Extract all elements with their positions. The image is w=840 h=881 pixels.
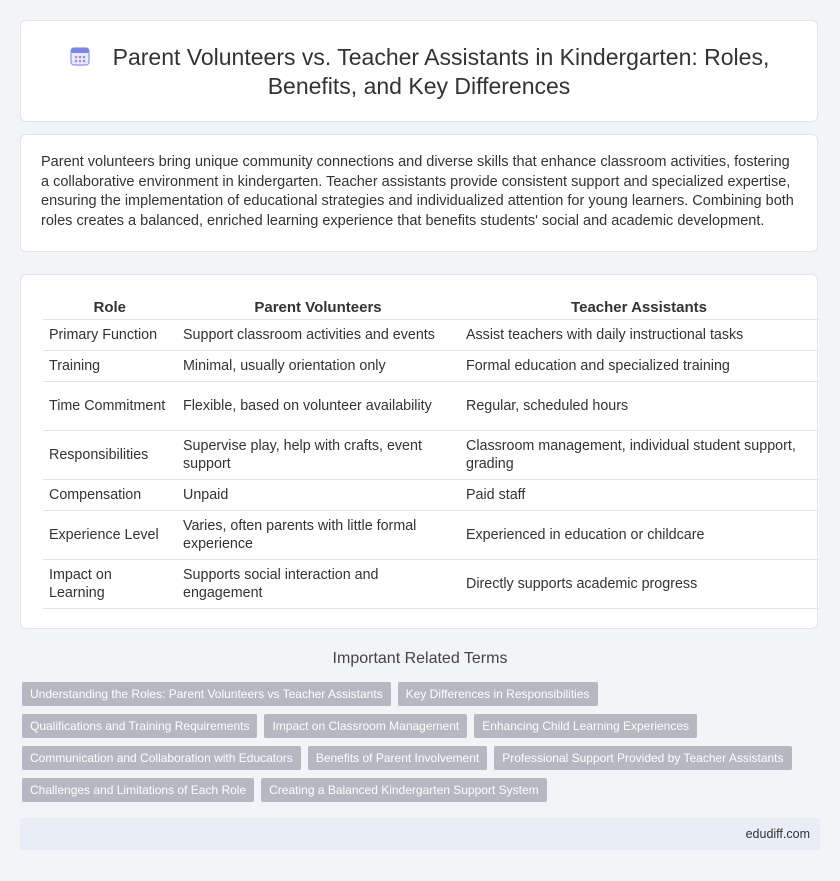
related-term-tag[interactable]: Challenges and Limitations of Each Role: [22, 778, 254, 802]
teacher-assistants-cell: Classroom management, individual student support, grading: [460, 431, 819, 480]
title-card: [20, 20, 818, 122]
related-term-tag[interactable]: Professional Support Provided by Teacher Assistants: [494, 746, 791, 770]
table-row: [43, 382, 819, 431]
row-label: Responsibilities: [43, 431, 177, 480]
page-title: [21, 43, 817, 101]
footer-site-link[interactable]: edudiff.com: [745, 827, 810, 841]
related-term-tag[interactable]: Qualifications and Training Requirements: [22, 714, 257, 738]
row-label: Impact on Learning: [43, 560, 177, 609]
parent-volunteers-cell: Minimal, usually orientation only: [177, 351, 460, 382]
row-label: Primary Function: [43, 320, 177, 351]
parent-volunteers-cell: Support classroom activities and events: [177, 320, 460, 351]
parent-volunteers-cell: Varies, often parents with little formal experience: [177, 511, 460, 560]
teacher-assistants-cell: Experienced in education or childcare: [460, 511, 819, 560]
teacher-assistants-cell: Directly supports academic progress: [460, 560, 819, 609]
table-row: [43, 511, 819, 560]
page-title-text: Parent Volunteers vs. Teacher Assistants in Kindergarten: Roles, Benefits, and Key Differences: [112, 44, 770, 99]
parent-volunteers-cell: Flexible, based on volunteer availability: [177, 382, 460, 431]
row-label: Experience Level: [43, 511, 177, 560]
header-role: Role: [43, 295, 177, 320]
summary-paragraph: Parent volunteers bring unique community connections and diverse skills that enhance classroom activities, fostering a collaborative environment in kindergarten. Teacher assistants provide consistent support and specialized expertise, ensuring the implementation of educational strategies and individualized attention for young learners. Combining both roles creates a balanced, enriched learning experience that benefits students' social and academic development.: [41, 154, 794, 229]
related-term-tag[interactable]: Key Differences in Responsibilities: [398, 682, 598, 706]
calendar-icon: [69, 45, 91, 67]
header-parent-volunteers: Parent Volunteers: [177, 295, 460, 320]
related-terms-heading: Important Related Terms: [332, 650, 508, 667]
row-label: Time Commitment: [43, 382, 177, 431]
table-row: [43, 320, 819, 351]
related-term-tag[interactable]: Enhancing Child Learning Experiences: [474, 714, 697, 738]
table-row: [43, 480, 819, 511]
related-terms-list: [22, 682, 812, 802]
table-row: [43, 431, 819, 480]
header-teacher-assistants: Teacher Assistants: [460, 295, 819, 320]
teacher-assistants-cell: Assist teachers with daily instructional tasks: [460, 320, 819, 351]
parent-volunteers-cell: Supervise play, help with crafts, event support: [177, 431, 460, 480]
related-term-tag[interactable]: Creating a Balanced Kindergarten Support System: [261, 778, 547, 802]
parent-volunteers-cell: Supports social interaction and engagement: [177, 560, 460, 609]
table-header-row: [43, 295, 819, 320]
table-row: [43, 351, 819, 382]
footer: [20, 818, 820, 850]
teacher-assistants-cell: Formal education and specialized training: [460, 351, 819, 382]
comparison-card: [20, 274, 818, 629]
related-term-tag[interactable]: Understanding the Roles: Parent Volunteers vs Teacher Assistants: [22, 682, 391, 706]
related-term-tag[interactable]: Communication and Collaboration with Educators: [22, 746, 301, 770]
related-term-tag[interactable]: Impact on Classroom Management: [264, 714, 467, 738]
related-term-tag[interactable]: Benefits of Parent Involvement: [308, 746, 487, 770]
teacher-assistants-cell: Paid staff: [460, 480, 819, 511]
parent-volunteers-cell: Unpaid: [177, 480, 460, 511]
table-row: [43, 560, 819, 609]
comparison-table: [43, 295, 819, 609]
teacher-assistants-cell: Regular, scheduled hours: [460, 382, 819, 431]
summary-card: [20, 134, 818, 252]
row-label: Compensation: [43, 480, 177, 511]
row-label: Training: [43, 351, 177, 382]
